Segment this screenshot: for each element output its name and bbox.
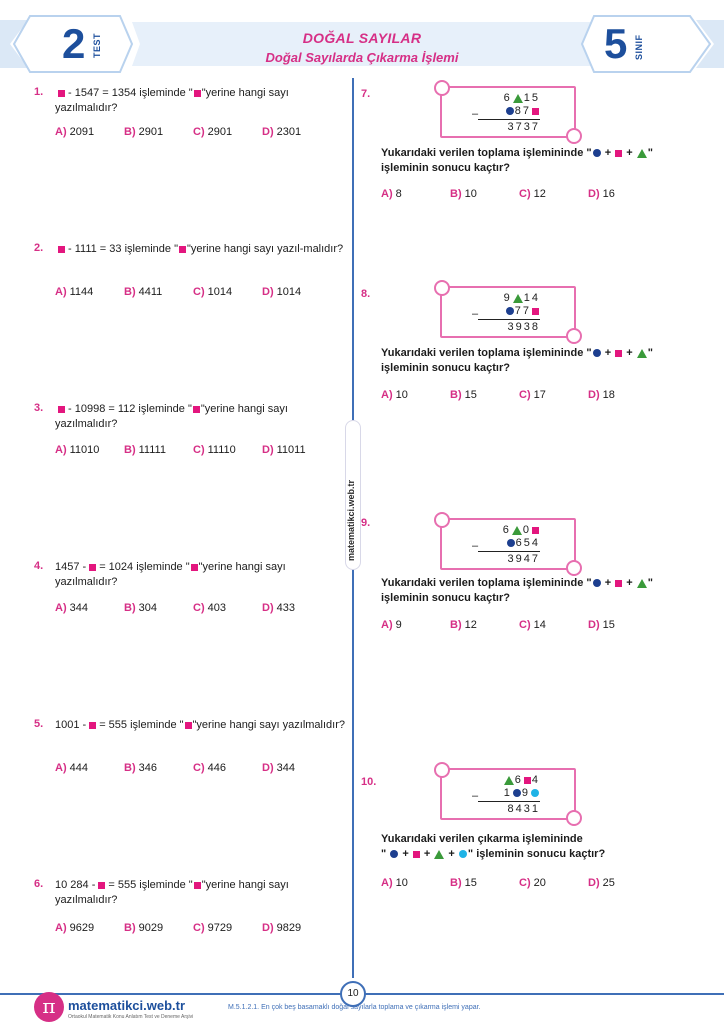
pink-square-icon: [615, 350, 622, 357]
option-a[interactable]: A) 11010: [55, 444, 100, 456]
result-row: 8431: [507, 803, 540, 815]
option-a[interactable]: A) 10: [381, 877, 408, 889]
option-d[interactable]: D) 18: [588, 389, 615, 401]
operand-row-2: 87: [480, 105, 540, 118]
grade-word: SINIF: [634, 34, 644, 60]
pink-square-icon: [89, 722, 96, 729]
result-line: [478, 319, 540, 320]
pink-square-icon: [58, 406, 65, 413]
operation-box: [440, 286, 576, 338]
operand-row-1: 6 4: [480, 774, 540, 787]
green-triangle-icon: [637, 149, 647, 158]
pink-square-icon: [532, 108, 539, 115]
question-text: Yukarıdaki verilen toplama işlemininde " + + " işleminin sonucu kaçtır?: [381, 147, 653, 174]
option-c[interactable]: C) 12: [519, 188, 546, 200]
option-d[interactable]: D) 433: [262, 602, 295, 614]
option-d[interactable]: D) 15: [588, 619, 615, 631]
cyan-dot-icon: [531, 789, 539, 797]
pink-square-icon: [58, 90, 65, 97]
question-number: 7.: [361, 88, 371, 100]
option-a[interactable]: A) 1144: [55, 286, 94, 298]
option-a[interactable]: A) 444: [55, 762, 88, 774]
green-triangle-icon: [513, 94, 523, 103]
question-text: - 1547 = 1354 işleminde " "yerine hangi sayı yazılmalıdır?: [55, 87, 289, 114]
option-c[interactable]: C) 2901: [193, 126, 233, 138]
option-b[interactable]: B) 10: [450, 188, 477, 200]
option-b[interactable]: B) 346: [124, 762, 157, 774]
page-number: 10: [340, 981, 366, 1007]
pink-square-icon: [98, 882, 105, 889]
result-line: [478, 551, 540, 552]
pink-square-icon: [413, 851, 420, 858]
operand-row-2: 1 9: [480, 787, 540, 800]
pink-square-icon: [615, 150, 622, 157]
question-number: 5.: [34, 718, 44, 730]
option-d[interactable]: D) 9829: [262, 922, 302, 934]
operand-row-2: 77: [480, 305, 540, 318]
blue-dot-icon: [507, 539, 515, 547]
green-triangle-icon: [504, 776, 514, 785]
result-line: [478, 801, 540, 802]
green-triangle-icon: [513, 294, 523, 303]
question-text: 1457 - = 1024 işleminde " "yerine hangi sayı yazılmalıdır?: [55, 561, 286, 588]
option-c[interactable]: C) 9729: [193, 922, 233, 934]
option-b[interactable]: B) 15: [450, 877, 477, 889]
page-subtitle: Doğal Sayılarda Çıkarma İşlemi: [265, 50, 459, 65]
option-b[interactable]: B) 12: [450, 619, 477, 631]
option-c[interactable]: C) 1014: [193, 286, 233, 298]
test-word: TEST: [92, 32, 102, 58]
pink-square-icon: [89, 564, 96, 571]
site-logo-text[interactable]: matematikci.web.tr: [68, 998, 186, 1013]
blue-dot-icon: [593, 149, 601, 157]
blue-dot-icon: [593, 349, 601, 357]
question-number: 9.: [361, 517, 371, 529]
cyan-dot-icon: [459, 850, 467, 858]
option-d[interactable]: D) 25: [588, 877, 615, 889]
pink-square-icon: [524, 777, 531, 784]
option-c[interactable]: C) 11110: [193, 444, 236, 456]
option-d[interactable]: D) 2301: [262, 126, 302, 138]
blue-dot-icon: [506, 107, 514, 115]
question-number: 4.: [34, 560, 44, 572]
curriculum-standard: M.5.1.2.1. En çok beş basamaklı doğal sayılarla toplama ve çıkarma işlemi yapar.: [228, 1004, 481, 1011]
option-b[interactable]: B) 4411: [124, 286, 163, 298]
blue-dot-icon: [390, 850, 398, 858]
pink-square-icon: [58, 246, 65, 253]
test-number: 2: [62, 20, 86, 67]
operand-row-1: 9 14: [503, 292, 540, 304]
operand-row-1: 6 15: [503, 92, 540, 104]
option-d[interactable]: D) 344: [262, 762, 295, 774]
option-a[interactable]: A) 10: [381, 389, 408, 401]
question-text: Yukarıdaki verilen toplama işlemininde " + + " işleminin sonucu kaçtır?: [381, 577, 653, 604]
grade-number: 5: [604, 20, 628, 67]
pink-square-icon: [194, 882, 201, 889]
minus-sign: –: [472, 308, 479, 320]
question-number: 3.: [34, 402, 44, 414]
option-c[interactable]: C) 14: [519, 619, 546, 631]
green-triangle-icon: [512, 526, 522, 535]
operation-box: [440, 518, 576, 570]
site-logo-subtitle: Ortaokul Matematik Konu Anlatım Test ve Deneme Arşivi: [68, 1014, 194, 1020]
option-d[interactable]: D) 1014: [262, 286, 302, 298]
option-d[interactable]: D) 16: [588, 188, 615, 200]
result-row: 3737: [507, 121, 540, 133]
question-text: 1001 - = 555 işleminde " "yerine hangi sayı yazılmalıdır?: [55, 719, 346, 731]
question-text: - 10998 = 112 işleminde " "yerine hangi sayı yazılmalıdır?: [55, 403, 288, 430]
operation-box: [440, 768, 576, 820]
blue-dot-icon: [593, 579, 601, 587]
blue-dot-icon: [506, 307, 514, 315]
option-a[interactable]: A) 9: [381, 619, 402, 631]
pink-square-icon: [191, 564, 198, 571]
question-number: 2.: [34, 242, 44, 254]
option-b[interactable]: B) 304: [124, 602, 157, 614]
option-d[interactable]: D) 11011: [262, 444, 306, 456]
option-c[interactable]: C) 20: [519, 877, 546, 889]
pi-logo-icon: π: [34, 992, 64, 1022]
minus-sign: –: [472, 108, 479, 120]
option-a[interactable]: A) 2091: [55, 126, 95, 138]
question-number: 8.: [361, 288, 371, 300]
question-text: Yukarıdaki verilen toplama işlemininde " + + " işleminin sonucu kaçtır?: [381, 347, 653, 374]
question-number: 1.: [34, 86, 44, 98]
page-title: DOĞAL SAYILAR: [302, 30, 422, 46]
option-a[interactable]: A) 344: [55, 602, 88, 614]
site-tag-text: matematikci.web.tr: [346, 479, 356, 561]
operation-box: [440, 86, 576, 138]
green-triangle-icon: [637, 579, 647, 588]
minus-sign: –: [472, 540, 479, 552]
question-text: - 1111 = 33 işleminde " "yerine hangi sayı yazıl-malıdır?: [55, 242, 345, 257]
option-b[interactable]: B) 15: [450, 389, 477, 401]
operand-row-2: 654: [480, 537, 540, 550]
result-row: 3947: [507, 553, 540, 565]
pink-square-icon: [193, 406, 200, 413]
question-number: 10.: [361, 776, 377, 788]
pink-square-icon: [194, 90, 201, 97]
option-a[interactable]: A) 9629: [55, 922, 95, 934]
question-text: Yukarıdaki verilen çıkarma işlemininde " + + + " işleminin sonucu kaçtır?: [381, 833, 606, 860]
result-row: 3938: [507, 321, 540, 333]
option-c[interactable]: C) 446: [193, 762, 226, 774]
option-a[interactable]: A) 8: [381, 188, 402, 200]
pink-square-icon: [179, 246, 186, 253]
question-number: 6.: [34, 878, 44, 890]
site-tag: [345, 420, 361, 570]
option-b[interactable]: B) 2901: [124, 126, 164, 138]
operand-row-1: 6 0: [480, 524, 540, 537]
blue-dot-icon: [513, 789, 521, 797]
pink-square-icon: [532, 527, 539, 534]
pink-square-icon: [185, 722, 192, 729]
option-b[interactable]: B) 9029: [124, 922, 164, 934]
option-c[interactable]: C) 403: [193, 602, 226, 614]
green-triangle-icon: [434, 850, 444, 859]
result-line: [478, 119, 540, 120]
minus-sign: –: [472, 790, 479, 802]
pink-square-icon: [532, 308, 539, 315]
pink-square-icon: [615, 580, 622, 587]
question-text: 10 284 - = 555 işleminde " "yerine hangi sayı yazılmalıdır?: [55, 879, 289, 906]
green-triangle-icon: [637, 349, 647, 358]
option-c[interactable]: C) 17: [519, 389, 546, 401]
option-b[interactable]: B) 11111: [124, 444, 166, 456]
